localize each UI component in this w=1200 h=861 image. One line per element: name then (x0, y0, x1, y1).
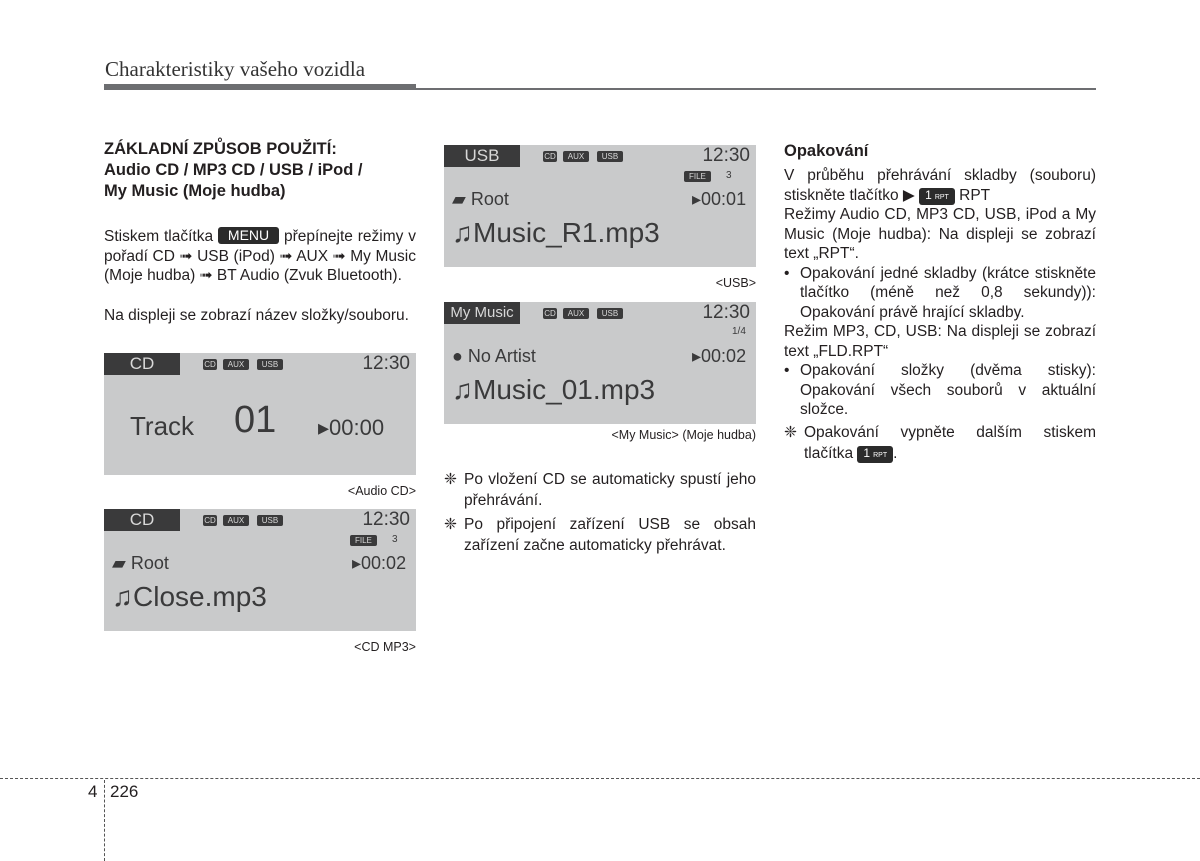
heading-line: Audio CD / MP3 CD / USB / iPod / (104, 161, 363, 179)
lcd-mode: CD (104, 509, 180, 531)
note-text: Opakování vypněte dalším stiskem tlačítka (804, 423, 1096, 462)
folder-repeat-paragraph: Režim MP3, CD, USB: Na displeji se zobrazí text „FLD.RPT“ (784, 323, 1096, 360)
lcd-track-label: Track (130, 411, 195, 441)
person-icon: ● (452, 346, 463, 366)
bullet-text: Opakování složky (dvěma stisky): Opakování všech souborů v aktuální složce. (800, 362, 1096, 418)
lcd-tag-cd: CD (544, 152, 556, 161)
intro-paragraph (104, 227, 416, 286)
lcd-tag-cd: CD (544, 309, 556, 318)
lcd-mode: USB (444, 145, 520, 167)
lcd-folder-name: Root (130, 553, 169, 573)
section-heading: Opakování (784, 142, 869, 160)
rpt-key-number: 1 (925, 187, 932, 202)
lcd-tag-aux: AUX (563, 308, 589, 319)
caption-my-music: <My Music> (Moje hudba) (611, 428, 756, 442)
note-item (784, 422, 1096, 464)
note-text: . (893, 444, 898, 462)
folder-icon: ▰ (112, 553, 126, 573)
note-item (444, 514, 756, 556)
lcd-filename-text: Close.mp3 (133, 581, 267, 612)
rpt-key-label: RPT (934, 193, 949, 201)
page-header-title: Charakteristiky vašeho vozidla (105, 57, 366, 81)
lcd-track-count: 1/4 (732, 326, 746, 337)
lcd-filename (452, 217, 660, 249)
section-heading (104, 139, 416, 202)
lcd-time: ▸00:02 (692, 346, 747, 366)
lcd-tag-usb: USB (257, 359, 283, 370)
lcd-file-badge: FILE (684, 171, 711, 182)
display-note: Na displeji se zobrazí název složky/souboru. (104, 307, 409, 324)
note-item (444, 469, 756, 511)
lcd-time: ▸00:00 (318, 415, 385, 440)
lcd-file-number: 3 (392, 534, 398, 545)
lcd-status-band (520, 302, 756, 324)
lcd-clock: 12:30 (362, 353, 410, 374)
lcd-file-badge: FILE (350, 535, 377, 546)
footer-divider (104, 780, 105, 861)
lcd-folder (452, 189, 509, 210)
heading-line: My Music (Moje hudba) (104, 182, 286, 200)
music-note-icon: ♫ (452, 217, 473, 248)
repeat-modes-paragraph: Režimy Audio CD, MP3 CD, USB, iPod a My Music (Moje hudba): Na displeji se zobrazí text „RPT“. (784, 206, 1096, 262)
lcd-mode: My Music (444, 302, 520, 324)
note-text: Po vložení CD se automaticky spustí jeho přehrávání. (464, 471, 756, 509)
notes-list (444, 469, 756, 556)
header-rule (416, 88, 1096, 90)
lcd-display-usb (444, 145, 756, 267)
footer-rule (0, 778, 1200, 779)
rpt-key-number: 1 (863, 445, 871, 460)
heading-line: ZÁKLADNÍ ZPŮSOB POUŽITÍ: (104, 140, 337, 158)
lcd-mode: CD (104, 353, 180, 375)
lcd-artist-name: No Artist (467, 346, 536, 366)
lcd-display-cd-mp3 (104, 509, 416, 631)
lcd-track-number: 01 (234, 399, 277, 441)
note-asterisk-icon: ❈ (444, 471, 457, 488)
lcd-tag-usb: USB (257, 515, 283, 526)
music-note-icon: ♫ (452, 374, 473, 405)
lcd-tag-usb: USB (597, 151, 623, 162)
rpt-button-graphic (857, 446, 893, 463)
repeat-intro-text: RPT (959, 186, 991, 204)
note-text: Po připojení zařízení USB se obsah zařízení začne automaticky přehrávat. (464, 516, 756, 554)
lcd-filename (112, 581, 267, 613)
lcd-status-band (520, 145, 756, 167)
lcd-clock: 12:30 (702, 302, 750, 323)
chapter-number: 4 (88, 782, 98, 801)
note-asterisk-icon: ❈ (444, 516, 457, 533)
caption-usb: <USB> (715, 276, 756, 290)
lcd-clock: 12:30 (702, 145, 750, 166)
lcd-filename-text: Music_01.mp3 (473, 374, 656, 405)
bullet-item (784, 264, 1096, 323)
bullet-dot: • (784, 264, 790, 282)
music-note-icon: ♫ (112, 581, 133, 612)
lcd-tag-cd: CD (204, 516, 216, 525)
rpt-key-label: RPT (873, 451, 888, 459)
bullet-dot: • (784, 362, 790, 379)
lcd-tag-aux: AUX (563, 151, 589, 162)
caption-cd-mp3: <CD MP3> (354, 640, 416, 654)
repeat-section (784, 141, 1096, 464)
repeat-intro (784, 166, 1096, 205)
lcd-tag-aux: AUX (223, 359, 249, 370)
lcd-file-number: 3 (726, 170, 732, 181)
lcd-time: ▸00:01 (692, 189, 747, 209)
lcd-display-audio-cd (104, 353, 416, 475)
lcd-tag-usb: USB (597, 308, 623, 319)
lcd-artist (452, 346, 536, 367)
lcd-tag-cd: CD (204, 360, 216, 369)
lcd-time: ▸00:02 (352, 553, 407, 573)
lcd-filename-text: Music_R1.mp3 (473, 217, 660, 248)
header-rule-dark (104, 84, 416, 90)
lcd-status-band (180, 353, 416, 375)
lcd-folder (112, 553, 169, 574)
lcd-clock: 12:30 (362, 509, 410, 530)
page-number: 226 (110, 782, 139, 801)
note-asterisk-icon: ❈ (784, 423, 797, 441)
repeat-intro-text: V průběhu přehrávání skladby (souboru) stiskněte tlačítko ▶ (784, 167, 1096, 204)
lcd-filename (452, 374, 655, 406)
lcd-tag-aux: AUX (223, 515, 249, 526)
bullet-item (784, 361, 1096, 420)
intro-text: přepínejte režimy v pořadí CD ➟ USB (iPod) ➟ AUX ➟ My Music (Moje hudba) ➟ BT Audio (Zvuk Bluetooth). (104, 228, 416, 284)
lcd-status-band (180, 509, 416, 531)
folder-icon: ▰ (452, 189, 466, 209)
bullet-text: Opakování jedné skladby (krátce stiskněte tlačítko (méně než 0,8 sekundy)): Opakování právě hrající skladby. (800, 264, 1096, 321)
lcd-folder-name: Root (470, 189, 509, 209)
menu-button-graphic: MENU (218, 227, 279, 244)
caption-audio-cd: <Audio CD> (347, 484, 416, 498)
lcd-display-my-music (444, 302, 756, 424)
intro-text: Stiskem tlačítka (104, 228, 214, 245)
rpt-button-graphic (919, 188, 955, 205)
